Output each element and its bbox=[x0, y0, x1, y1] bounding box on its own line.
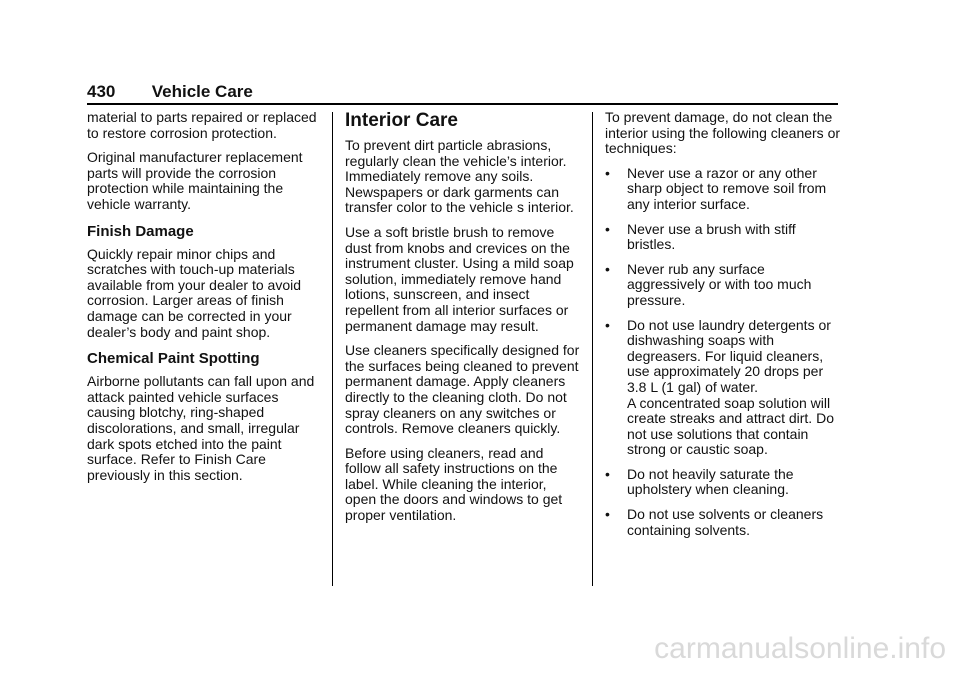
paragraph: Airborne pollutants can fall upon and attack painted vehicle surfaces causing blotchy, ring-shaped discolorations, and small, irregular dark spots etched into the paint surface. Refer to Finish Care previously in this section. bbox=[87, 373, 315, 483]
chemical-paint-spotting-heading: Chemical Paint Spotting bbox=[87, 350, 260, 368]
interior-care-heading: Interior Care bbox=[345, 110, 458, 131]
list-item-text: Never rub any surface aggressively or with too much pressure. bbox=[627, 260, 812, 308]
list-item bbox=[605, 222, 841, 253]
paragraph: Quickly repair minor chips and scratches with touch-up materials available from your dealer to avoid corrosion. Larger areas of finish damage can be corrected in your dealer’s body and paint shop. bbox=[87, 245, 302, 340]
paragraph: Before using cleaners, read and follow all safety instructions on the label. While cleaning the interior, open the doors and windows to get proper ventilation. bbox=[345, 444, 563, 524]
paragraph: material to parts repaired or replaced to restore corrosion protection. bbox=[87, 109, 317, 141]
list-item-text: Do not heavily saturate the upholstery when cleaning. bbox=[627, 465, 794, 498]
list-item bbox=[605, 467, 841, 498]
bullet-icon: • bbox=[605, 316, 610, 333]
bullet-icon: • bbox=[605, 164, 610, 181]
list-item bbox=[605, 507, 841, 538]
bullet-icon: • bbox=[605, 260, 610, 277]
column-1 bbox=[87, 110, 323, 492]
section-title: Vehicle Care bbox=[151, 82, 253, 101]
column-divider-2 bbox=[592, 112, 593, 586]
paragraph: Use a soft bristle brush to remove dust from knobs and crevices on the instrument cluster. Using a mild soap solution, immediately remove hand lotions, sunscreen, and insect repellent from all interior surfaces or permanent damage may result. bbox=[345, 223, 574, 334]
column-divider-1 bbox=[332, 112, 333, 586]
bullet-icon: • bbox=[605, 506, 610, 523]
list-item-text: Never use a brush with stiff bristles. bbox=[627, 220, 796, 253]
watermark: carmanualsonline.info bbox=[654, 632, 946, 665]
bullet-icon: • bbox=[605, 220, 610, 237]
header-rule bbox=[87, 103, 838, 105]
page-header bbox=[87, 82, 838, 104]
column-2 bbox=[345, 110, 581, 533]
column-3 bbox=[605, 110, 841, 547]
list-item bbox=[605, 262, 841, 309]
bullet-list bbox=[605, 166, 841, 538]
list-item-text-extra: A concentrated soap solution will create streaks and attract dirt. Do not use solutions that contain strong or caustic soap. bbox=[627, 394, 834, 458]
bullet-icon: • bbox=[605, 465, 610, 482]
list-item bbox=[605, 318, 841, 458]
list-item-text: Do not use solvents or cleaners containing solvents. bbox=[627, 506, 824, 538]
list-item-text: Do not use laundry detergents or dishwashing soaps with degreasers. For liquid cleaners, use approximately 20 drops per 3.8 L (1 gal) of water. bbox=[627, 316, 831, 395]
paragraph: To prevent damage, do not clean the interior using the following cleaners or techniques: bbox=[605, 109, 841, 157]
paragraph: To prevent dirt particle abrasions, regularly clean the vehicle’s interior. Immediately remove any soils. Newspapers or dark garments can transfer color to the vehicle s interior. bbox=[345, 137, 574, 216]
paragraph: Use cleaners specifically designed for the surfaces being cleaned to prevent permanent damage. Apply cleaners directly to the cleaning cloth. Do not spray cleaners on any switches or controls. Remove cleaners quickly. bbox=[345, 342, 580, 437]
list-item-text: Never use a razor or any other sharp object to remove soil from any interior surface. bbox=[627, 164, 827, 212]
finish-damage-heading: Finish Damage bbox=[87, 222, 194, 240]
list-item bbox=[605, 166, 841, 213]
page-number: 430 bbox=[87, 82, 116, 101]
paragraph: Original manufacturer replacement parts will provide the corrosion protection while maintaining the vehicle warranty. bbox=[87, 149, 303, 212]
